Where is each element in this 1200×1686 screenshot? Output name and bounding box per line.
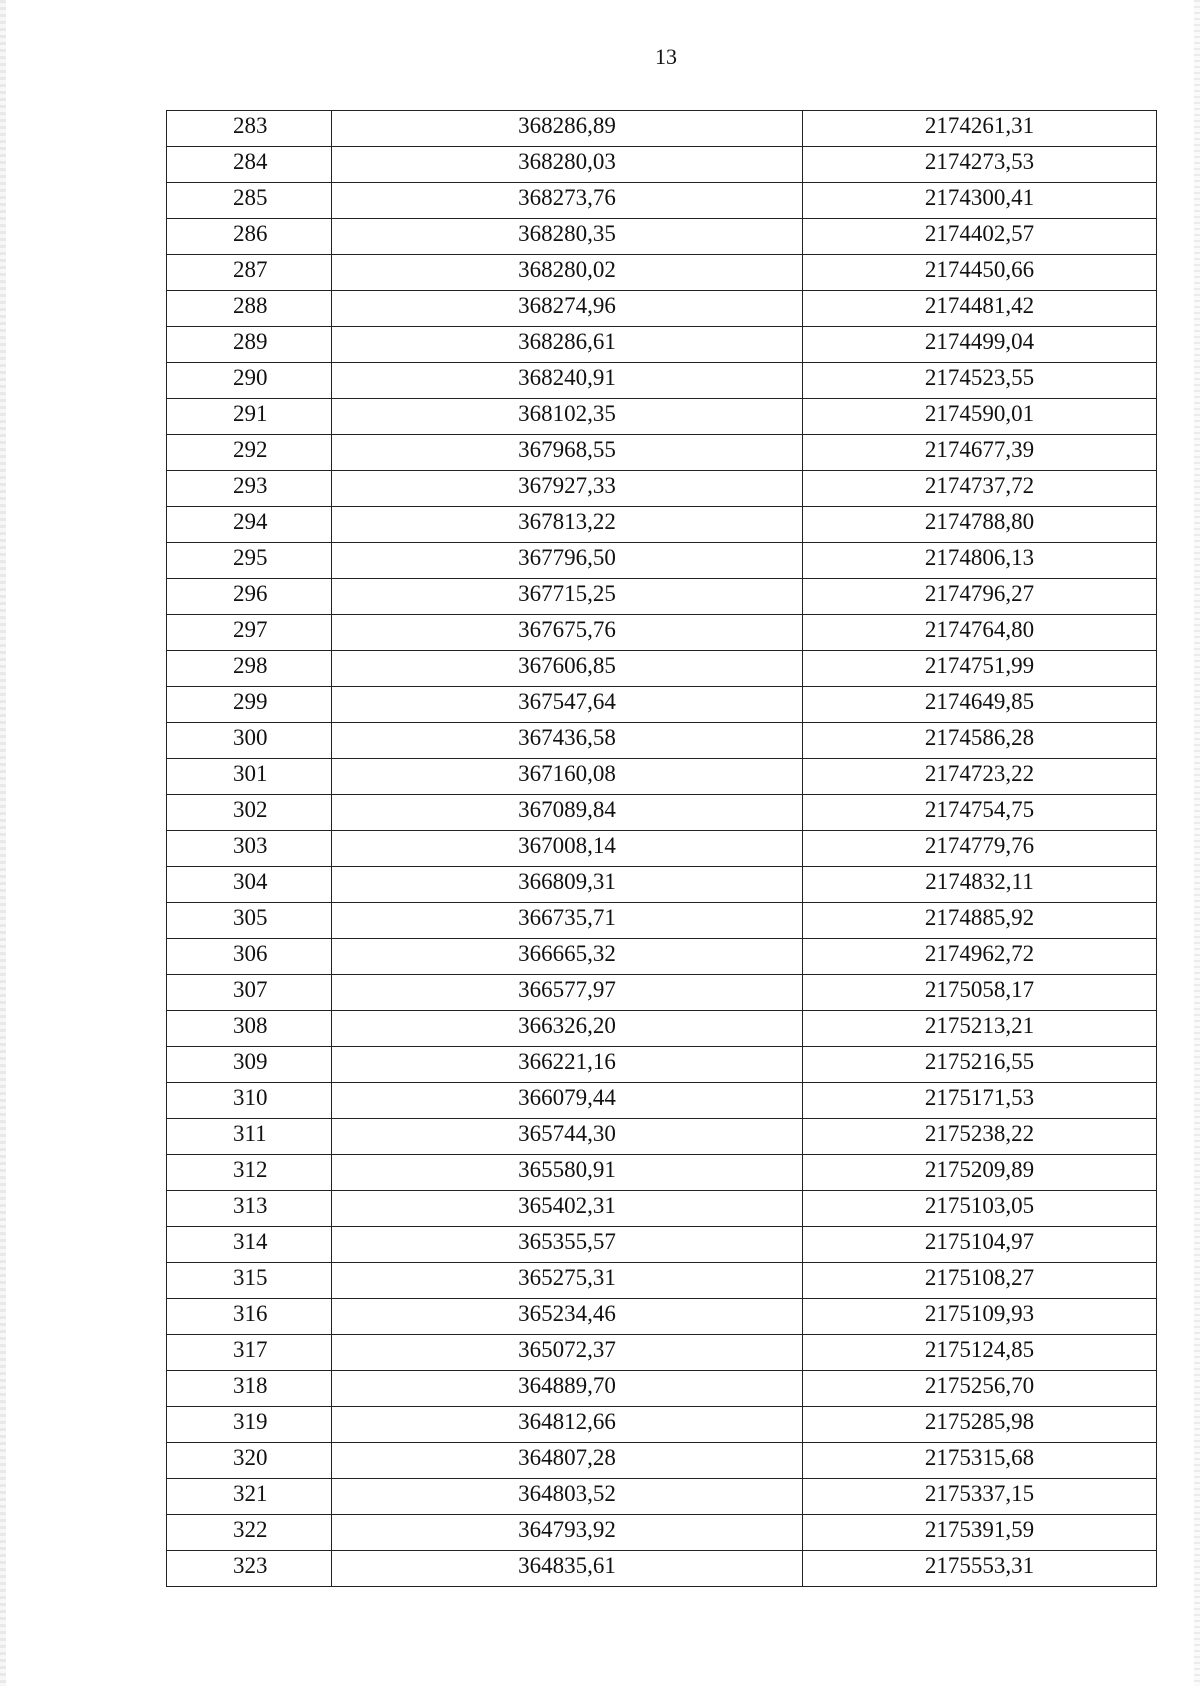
y-coordinate-cell: 2175315,68	[803, 1443, 1157, 1479]
scan-edge-right	[1194, 0, 1200, 1686]
page-number: 13	[655, 44, 677, 69]
x-coordinate-cell: 366809,31	[332, 867, 803, 903]
x-coordinate-cell: 368274,96	[332, 291, 803, 327]
x-coordinate-cell: 364812,66	[332, 1407, 803, 1443]
x-coordinate-cell: 368240,91	[332, 363, 803, 399]
x-coordinate-cell: 367606,85	[332, 651, 803, 687]
x-coordinate-cell: 364889,70	[332, 1371, 803, 1407]
y-coordinate-cell: 2174499,04	[803, 327, 1157, 363]
x-coordinate-cell: 365744,30	[332, 1119, 803, 1155]
coordinates-table-body	[167, 111, 1157, 1587]
y-coordinate-cell: 2175103,05	[803, 1191, 1157, 1227]
point-number-cell: 310	[167, 1083, 332, 1119]
point-number-cell: 291	[167, 399, 332, 435]
point-number-cell: 304	[167, 867, 332, 903]
table-row	[167, 1263, 1157, 1299]
y-coordinate-cell: 2174481,42	[803, 291, 1157, 327]
point-number-cell: 295	[167, 543, 332, 579]
table-row	[167, 1227, 1157, 1263]
x-coordinate-cell: 367008,14	[332, 831, 803, 867]
point-number-cell: 319	[167, 1407, 332, 1443]
x-coordinate-cell: 366665,32	[332, 939, 803, 975]
point-number-cell: 285	[167, 183, 332, 219]
table-row	[167, 651, 1157, 687]
table-row	[167, 1335, 1157, 1371]
x-coordinate-cell: 368286,61	[332, 327, 803, 363]
table-row	[167, 399, 1157, 435]
table-row	[167, 435, 1157, 471]
table-row	[167, 1551, 1157, 1587]
y-coordinate-cell: 2174677,39	[803, 435, 1157, 471]
table-row	[167, 1407, 1157, 1443]
point-number-cell: 320	[167, 1443, 332, 1479]
point-number-cell: 283	[167, 111, 332, 147]
x-coordinate-cell: 367813,22	[332, 507, 803, 543]
table-row	[167, 759, 1157, 795]
table-row	[167, 579, 1157, 615]
x-coordinate-cell: 368102,35	[332, 399, 803, 435]
y-coordinate-cell: 2174273,53	[803, 147, 1157, 183]
point-number-cell: 308	[167, 1011, 332, 1047]
y-coordinate-cell: 2174796,27	[803, 579, 1157, 615]
point-number-cell: 293	[167, 471, 332, 507]
y-coordinate-cell: 2175213,21	[803, 1011, 1157, 1047]
y-coordinate-cell: 2174590,01	[803, 399, 1157, 435]
y-coordinate-cell: 2174737,72	[803, 471, 1157, 507]
table-row	[167, 939, 1157, 975]
point-number-cell: 323	[167, 1551, 332, 1587]
y-coordinate-cell: 2175285,98	[803, 1407, 1157, 1443]
y-coordinate-cell: 2175391,59	[803, 1515, 1157, 1551]
coordinates-table-container	[166, 110, 1156, 1587]
x-coordinate-cell: 365580,91	[332, 1155, 803, 1191]
table-row	[167, 903, 1157, 939]
x-coordinate-cell: 367160,08	[332, 759, 803, 795]
table-row	[167, 1047, 1157, 1083]
x-coordinate-cell: 366577,97	[332, 975, 803, 1011]
table-row	[167, 147, 1157, 183]
point-number-cell: 296	[167, 579, 332, 615]
y-coordinate-cell: 2174649,85	[803, 687, 1157, 723]
y-coordinate-cell: 2175256,70	[803, 1371, 1157, 1407]
table-row	[167, 363, 1157, 399]
y-coordinate-cell: 2174402,57	[803, 219, 1157, 255]
table-row	[167, 831, 1157, 867]
point-number-cell: 321	[167, 1479, 332, 1515]
x-coordinate-cell: 367968,55	[332, 435, 803, 471]
x-coordinate-cell: 368273,76	[332, 183, 803, 219]
point-number-cell: 300	[167, 723, 332, 759]
y-coordinate-cell: 2174523,55	[803, 363, 1157, 399]
x-coordinate-cell: 367675,76	[332, 615, 803, 651]
x-coordinate-cell: 365234,46	[332, 1299, 803, 1335]
x-coordinate-cell: 364793,92	[332, 1515, 803, 1551]
point-number-cell: 309	[167, 1047, 332, 1083]
x-coordinate-cell: 367436,58	[332, 723, 803, 759]
x-coordinate-cell: 368280,35	[332, 219, 803, 255]
scan-edge-left	[0, 0, 6, 1686]
point-number-cell: 306	[167, 939, 332, 975]
table-row	[167, 507, 1157, 543]
x-coordinate-cell: 366735,71	[332, 903, 803, 939]
y-coordinate-cell: 2175553,31	[803, 1551, 1157, 1587]
x-coordinate-cell: 367796,50	[332, 543, 803, 579]
table-row	[167, 1155, 1157, 1191]
table-row	[167, 1011, 1157, 1047]
table-row	[167, 1299, 1157, 1335]
y-coordinate-cell: 2174261,31	[803, 111, 1157, 147]
table-row	[167, 1083, 1157, 1119]
table-row	[167, 1515, 1157, 1551]
x-coordinate-cell: 367089,84	[332, 795, 803, 831]
x-coordinate-cell: 366326,20	[332, 1011, 803, 1047]
y-coordinate-cell: 2175104,97	[803, 1227, 1157, 1263]
x-coordinate-cell: 365355,57	[332, 1227, 803, 1263]
point-number-cell: 313	[167, 1191, 332, 1227]
table-row	[167, 327, 1157, 363]
y-coordinate-cell: 2174586,28	[803, 723, 1157, 759]
table-row	[167, 219, 1157, 255]
point-number-cell: 307	[167, 975, 332, 1011]
y-coordinate-cell: 2174764,80	[803, 615, 1157, 651]
table-row	[167, 471, 1157, 507]
point-number-cell: 299	[167, 687, 332, 723]
y-coordinate-cell: 2175108,27	[803, 1263, 1157, 1299]
y-coordinate-cell: 2174832,11	[803, 867, 1157, 903]
table-row	[167, 975, 1157, 1011]
y-coordinate-cell: 2174788,80	[803, 507, 1157, 543]
point-number-cell: 290	[167, 363, 332, 399]
x-coordinate-cell: 364807,28	[332, 1443, 803, 1479]
x-coordinate-cell: 368280,02	[332, 255, 803, 291]
x-coordinate-cell: 367715,25	[332, 579, 803, 615]
point-number-cell: 284	[167, 147, 332, 183]
y-coordinate-cell: 2175238,22	[803, 1119, 1157, 1155]
table-row	[167, 1479, 1157, 1515]
table-row	[167, 255, 1157, 291]
x-coordinate-cell: 364803,52	[332, 1479, 803, 1515]
table-row	[167, 183, 1157, 219]
point-number-cell: 289	[167, 327, 332, 363]
y-coordinate-cell: 2175216,55	[803, 1047, 1157, 1083]
point-number-cell: 303	[167, 831, 332, 867]
y-coordinate-cell: 2174751,99	[803, 651, 1157, 687]
x-coordinate-cell: 367927,33	[332, 471, 803, 507]
table-row	[167, 1191, 1157, 1227]
point-number-cell: 292	[167, 435, 332, 471]
point-number-cell: 317	[167, 1335, 332, 1371]
y-coordinate-cell: 2175337,15	[803, 1479, 1157, 1515]
x-coordinate-cell: 367547,64	[332, 687, 803, 723]
table-row	[167, 291, 1157, 327]
y-coordinate-cell: 2174779,76	[803, 831, 1157, 867]
table-row	[167, 687, 1157, 723]
point-number-cell: 298	[167, 651, 332, 687]
point-number-cell: 322	[167, 1515, 332, 1551]
y-coordinate-cell: 2174723,22	[803, 759, 1157, 795]
y-coordinate-cell: 2175209,89	[803, 1155, 1157, 1191]
table-row	[167, 111, 1157, 147]
point-number-cell: 305	[167, 903, 332, 939]
point-number-cell: 288	[167, 291, 332, 327]
x-coordinate-cell: 366221,16	[332, 1047, 803, 1083]
y-coordinate-cell: 2175109,93	[803, 1299, 1157, 1335]
x-coordinate-cell: 365275,31	[332, 1263, 803, 1299]
table-row	[167, 1371, 1157, 1407]
point-number-cell: 287	[167, 255, 332, 291]
point-number-cell: 314	[167, 1227, 332, 1263]
point-number-cell: 312	[167, 1155, 332, 1191]
coordinates-table	[166, 110, 1157, 1587]
y-coordinate-cell: 2174885,92	[803, 903, 1157, 939]
point-number-cell: 294	[167, 507, 332, 543]
x-coordinate-cell: 368286,89	[332, 111, 803, 147]
table-row	[167, 795, 1157, 831]
y-coordinate-cell: 2175171,53	[803, 1083, 1157, 1119]
x-coordinate-cell: 364835,61	[332, 1551, 803, 1587]
table-row	[167, 723, 1157, 759]
y-coordinate-cell: 2175124,85	[803, 1335, 1157, 1371]
table-row	[167, 543, 1157, 579]
y-coordinate-cell: 2174962,72	[803, 939, 1157, 975]
table-row	[167, 1119, 1157, 1155]
table-row	[167, 615, 1157, 651]
point-number-cell: 286	[167, 219, 332, 255]
point-number-cell: 302	[167, 795, 332, 831]
point-number-cell: 316	[167, 1299, 332, 1335]
table-row	[167, 1443, 1157, 1479]
y-coordinate-cell: 2174806,13	[803, 543, 1157, 579]
x-coordinate-cell: 365402,31	[332, 1191, 803, 1227]
table-row	[167, 867, 1157, 903]
x-coordinate-cell: 368280,03	[332, 147, 803, 183]
x-coordinate-cell: 366079,44	[332, 1083, 803, 1119]
point-number-cell: 301	[167, 759, 332, 795]
point-number-cell: 318	[167, 1371, 332, 1407]
y-coordinate-cell: 2174754,75	[803, 795, 1157, 831]
point-number-cell: 315	[167, 1263, 332, 1299]
point-number-cell: 311	[167, 1119, 332, 1155]
y-coordinate-cell: 2174450,66	[803, 255, 1157, 291]
x-coordinate-cell: 365072,37	[332, 1335, 803, 1371]
point-number-cell: 297	[167, 615, 332, 651]
y-coordinate-cell: 2174300,41	[803, 183, 1157, 219]
y-coordinate-cell: 2175058,17	[803, 975, 1157, 1011]
